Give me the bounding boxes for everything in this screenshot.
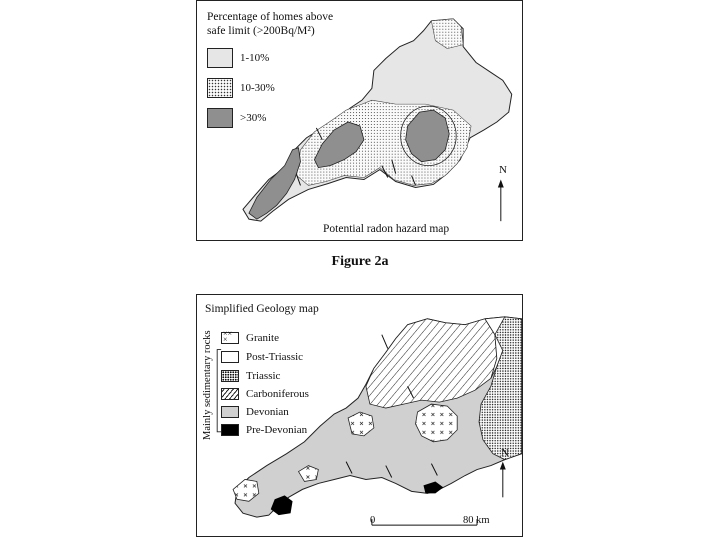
legend-swatch-medium (207, 78, 233, 98)
north-arrow-label: N (499, 164, 507, 176)
legend-item-pre-devonian (221, 424, 307, 436)
legend-title-line-2: safe limit (>200Bq/M²) (207, 25, 315, 37)
legend-swatch-triassic (221, 370, 239, 382)
legend-label-post-triassic: Post-Triassic (246, 351, 304, 363)
legend-swatch-post-triassic (221, 351, 239, 363)
scale-bar-start: 0 (370, 515, 376, 526)
legend-item-granite (221, 332, 279, 344)
sedimentary-group-label: Mainly sedimentary rocks (202, 330, 213, 440)
legend-swatch-low (207, 48, 233, 68)
legend-swatch-pre-devonian (221, 424, 239, 436)
legend-item-devonian (221, 406, 289, 418)
legend-label-low: 1-10% (240, 52, 270, 64)
geology-granite-dartmoor (416, 404, 458, 442)
geology-map (196, 294, 523, 537)
legend-item-high (207, 108, 266, 128)
geology-legend-title: Simplified Geology map (205, 303, 319, 315)
legend-swatch-high (207, 108, 233, 128)
map-caption: Potential radon hazard map (323, 223, 450, 235)
legend-label-triassic: Triassic (246, 370, 281, 382)
legend-label-high: >30% (240, 112, 267, 124)
legend-item-carboniferous (221, 388, 309, 400)
legend-swatch-carboniferous (221, 388, 239, 400)
legend-label-carboniferous: Carboniferous (246, 388, 309, 400)
radon-hazard-map (196, 0, 523, 241)
legend-label-granite: Granite (246, 332, 279, 344)
legend-label-pre-devonian: Pre-Devonian (246, 424, 308, 436)
legend-item-triassic (221, 370, 280, 382)
legend-label-devonian: Devonian (246, 406, 289, 418)
legend-label-medium: 10-30% (240, 82, 275, 94)
legend-item-medium (207, 78, 275, 98)
legend-title-line-1: Percentage of homes above (207, 11, 334, 23)
legend-swatch-devonian (221, 406, 239, 418)
figure-caption: Figure 2a (331, 254, 389, 269)
scale-bar-end: 80 km (463, 515, 490, 526)
legend-swatch-granite (221, 332, 239, 344)
legend-item-post-triassic (221, 351, 303, 363)
geology-north-arrow-label: N (501, 447, 509, 459)
legend-item-low (207, 48, 269, 68)
